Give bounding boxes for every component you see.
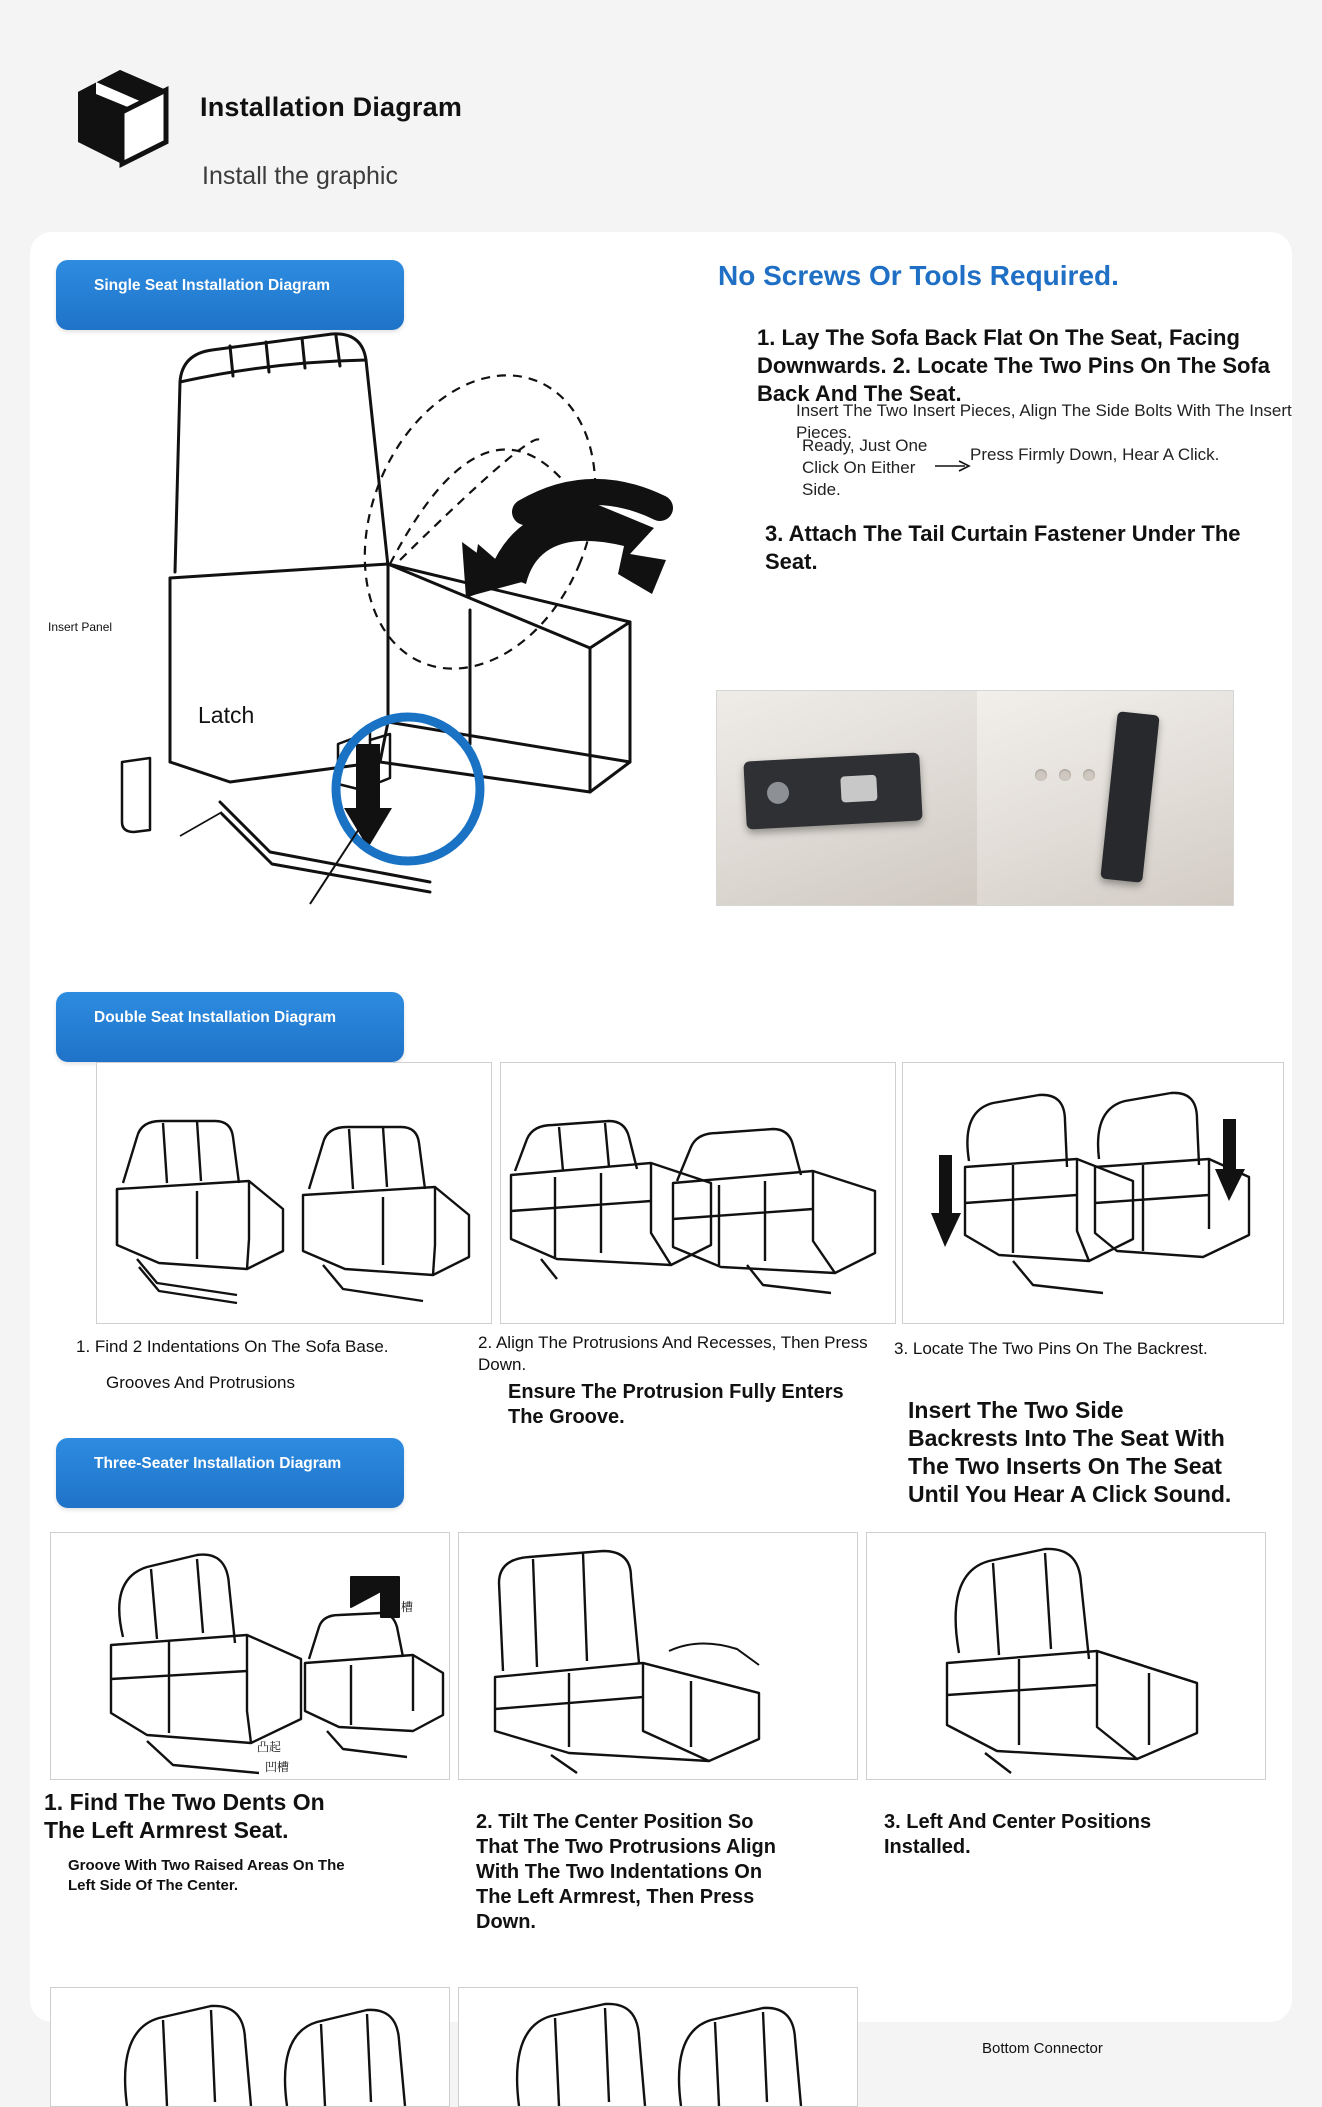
three-step-3-frame [866, 1532, 1266, 1780]
snap-buttons [1035, 769, 1095, 783]
section-pill-three-seater [56, 1438, 404, 1508]
section-pill-single-seat-label: Single Seat Installation Diagram [94, 277, 331, 294]
single-substep-1: Insert The Two Insert Pieces, Align The Side Bolts With The Insert Pieces. [796, 401, 1292, 442]
double-step-3-frame [902, 1062, 1284, 1324]
three-caption-2-bold: 2. Tilt The Center Position So That The Two Protrusions Align With The Two Indentations On The Left Armrest, Then Press Down. [476, 1811, 776, 1933]
page-subtitle: Install the graphic [202, 162, 398, 190]
three-caption-1-small: Groove With Two Raised Areas On The Left Side Of The Center. [68, 1857, 345, 1894]
bottom-frame-1 [50, 1987, 450, 2107]
metal-bracket-a [743, 752, 922, 829]
photo-bracket-vertical [977, 691, 1233, 905]
substep-arrow-icon [935, 460, 975, 472]
double-caption-3-reg: 3. Locate The Two Pins On The Backrest. [894, 1339, 1208, 1358]
page-title: Installation Diagram [200, 92, 463, 122]
single-substep-3: Press Firmly Down, Hear A Click. [970, 445, 1220, 464]
page-header [0, 0, 1322, 228]
bottom-connector-label: Bottom Connector [982, 2040, 1103, 2057]
bottom-frame-2 [458, 1987, 858, 2107]
svg-text:凹槽: 凹槽 [389, 1600, 414, 1614]
double-step-1-frame [96, 1062, 492, 1324]
double-caption-1-bold: 1. Find 2 Indentations On The Sofa Base. [76, 1337, 389, 1356]
metal-bracket-b [1100, 711, 1159, 882]
double-caption-3-bold: Insert The Two Side Backrests Into The Seat With The Two Inserts On The Seat Until You Hear A Click Sound. [908, 1397, 1232, 1507]
svg-text:凹槽: 凹槽 [265, 1760, 290, 1774]
single-seat-illustration [70, 292, 730, 932]
single-steps-text: 1. Lay The Sofa Back Flat On The Seat, Facing Downwards. 2. Locate The Two Pins On The Sofa Back And The Seat. [757, 325, 1270, 406]
svg-text:凸起: 凸起 [257, 1740, 282, 1754]
three-caption-3-bold: 3. Left And Center Positions Installed. [884, 1811, 1152, 1858]
no-screws-headline: No Screws Or Tools Required. [718, 260, 1119, 291]
double-caption-1-reg: Grooves And Protrusions [106, 1373, 295, 1392]
double-caption-2-bold: Ensure The Protrusion Fully Enters The Groove. [508, 1381, 844, 1428]
content-card [30, 232, 1292, 2057]
latch-label: Latch [198, 702, 255, 728]
single-step-3: 3. Attach The Tail Curtain Fastener Under The Seat. [765, 521, 1241, 574]
section-pill-double-seat [56, 992, 404, 1062]
double-step-2-frame [500, 1062, 896, 1324]
three-step-2-frame [458, 1532, 858, 1780]
single-substep-2: Ready, Just One Click On Either Side. [802, 436, 928, 499]
insert-panel-label: Insert Panel [48, 620, 113, 634]
photo-bracket-horizontal [717, 691, 977, 905]
box-icon [66, 62, 178, 170]
section-pill-three-seater-label: Three-Seater Installation Diagram [94, 1455, 342, 1472]
double-caption-2-reg: 2. Align The Protrusions And Recesses, Then Press Down. [478, 1333, 868, 1374]
section-pill-double-seat-label: Double Seat Installation Diagram [94, 1009, 337, 1026]
fastener-photo-strip [716, 690, 1234, 906]
three-step-1-frame [50, 1532, 450, 1780]
three-caption-1-bold: 1. Find The Two Dents On The Left Armrest Seat. [44, 1789, 325, 1843]
